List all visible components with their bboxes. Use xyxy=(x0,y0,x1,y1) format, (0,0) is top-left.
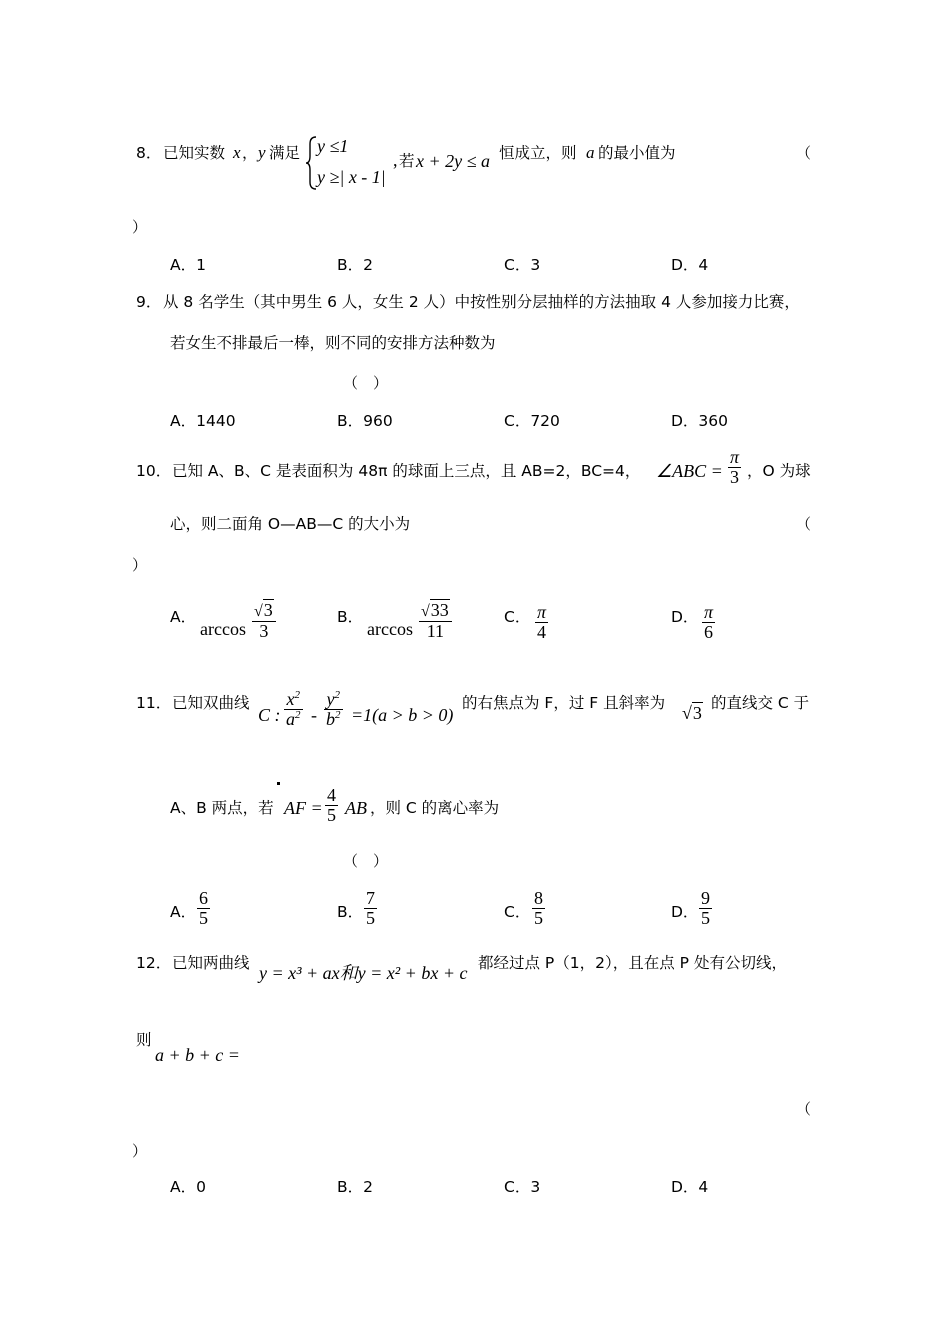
q11-minus: - xyxy=(311,705,317,725)
q12-option-b: B．2 xyxy=(337,1178,373,1196)
q11-curve-c: C : xyxy=(258,705,281,725)
q11-frac-den: 5 xyxy=(327,805,336,825)
q11-slope: √3 xyxy=(682,703,702,723)
q8-cond-expr: x + 2y ≤ a xyxy=(416,151,491,171)
q12-then: 则 xyxy=(136,1031,152,1049)
q11-x: x xyxy=(286,689,295,709)
q8-system-line2: y ≥| x - 1| xyxy=(317,167,386,187)
q11-option-d-den: 5 xyxy=(701,908,710,928)
q8-stem-b: 满足 xyxy=(269,144,301,162)
q11-option-b-fraction xyxy=(364,889,377,928)
q10-angle-fraction xyxy=(728,448,741,487)
q10-option-c-den: 4 xyxy=(537,622,547,642)
q11-condition: =1(a > b > 0) xyxy=(351,705,454,725)
q11-number: 11． xyxy=(136,694,172,712)
q11-x-sup: 2 xyxy=(294,689,300,701)
vector-arrow-icon xyxy=(277,782,280,785)
q11-stem-a: 已知双曲线 xyxy=(172,694,250,712)
q10-option-a-label: A． xyxy=(170,608,197,626)
q8-option-d: D．4 xyxy=(671,256,709,274)
q12-expr: a + b + c = xyxy=(155,1045,240,1065)
q10-option-a-num: 3 xyxy=(263,600,273,620)
q10-option-c-fraction xyxy=(535,603,548,642)
q11-paren: （ ） xyxy=(343,852,389,870)
q10-option-b-fraction: $\frac{√33}{11}$ xyxy=(419,601,452,641)
q11-option-a-fraction xyxy=(197,889,210,928)
q8-option-a: A．1 xyxy=(170,256,206,274)
q11-option-a-den: 5 xyxy=(199,908,208,928)
q12-number: 12． xyxy=(136,954,172,972)
q11-option-b-den: 5 xyxy=(366,908,375,928)
q10-option-b-den: 11 xyxy=(426,621,445,641)
q11-stem-c: 的直线交 C 于 xyxy=(711,694,810,712)
q11-vec-ab: AB xyxy=(345,798,367,818)
q10-option-c-num: π xyxy=(537,602,547,622)
q11-option-c-fraction xyxy=(532,889,545,928)
q11-fraction-y xyxy=(324,690,343,729)
q11-fraction-x xyxy=(284,690,303,729)
q10-option-d-label: D． xyxy=(671,608,699,626)
q10-line2: 心，则二面角 O—AB—C 的大小为 xyxy=(170,515,411,533)
q9-option-a: A．1440 xyxy=(170,412,236,430)
q9-option-d: D．360 xyxy=(671,412,729,430)
q9-option-c: C．720 xyxy=(504,412,560,430)
q11-b-sup: 2 xyxy=(335,709,341,721)
q8-paren-close: ） xyxy=(132,218,148,236)
q9-option-b: B．960 xyxy=(337,412,393,430)
q11-frac-num: 4 xyxy=(327,785,336,805)
q8-option-b: B．2 xyxy=(337,256,373,274)
q8-stem-d: 的最小值为 xyxy=(598,144,676,162)
q10-option-d-fraction xyxy=(702,603,715,642)
q8-number: 8． xyxy=(136,144,162,162)
q11-option-d-fraction xyxy=(699,889,712,928)
q10-option-a-den: 3 xyxy=(259,621,269,641)
q8-cond-prefix: 若 xyxy=(399,152,415,170)
q11-option-c-den: 5 xyxy=(534,908,543,928)
q8-system-line1: y ≤1 xyxy=(317,136,349,156)
q10-option-b-num: 33 xyxy=(430,600,449,620)
q11-line2-a: A、B 两点，若 xyxy=(170,799,274,817)
q12-option-a: A．0 xyxy=(170,1178,206,1196)
q8-var-a: a xyxy=(586,143,595,162)
q11-option-b-num: 7 xyxy=(366,888,375,908)
q11-b: b xyxy=(326,709,335,729)
q9-number: 9． xyxy=(136,293,162,311)
q9-line1: 从 8 名学生（其中男生 6 人，女生 2 人）中按性别分层抽样的方法抽取 4 人参加接力比赛， xyxy=(163,293,800,311)
q11-option-c-num: 8 xyxy=(534,888,543,908)
q10-paren-close: ） xyxy=(132,556,148,574)
q11-option-d-num: 9 xyxy=(701,888,710,908)
q8-stem-c: 恒成立，则 xyxy=(499,144,577,162)
q11-option-c-label: C． xyxy=(504,903,531,921)
q10-option-d-den: 6 xyxy=(704,622,714,642)
q10-option-a-fraction: $\frac{√3}{3}$ xyxy=(252,601,276,641)
q11-a: a xyxy=(286,709,295,729)
q11-option-a-num: 6 xyxy=(199,888,208,908)
q8-paren-open: （ xyxy=(796,144,812,162)
q11-stem-b: 的右焦点为 F，过 F 且斜率为 xyxy=(462,694,666,712)
q8-var-x: x xyxy=(233,143,241,162)
q9-line2: 若女生不排最后一棒，则不同的安排方法种数为 xyxy=(170,334,496,352)
q8-sep: ， xyxy=(242,144,258,162)
q10-angle-num: π xyxy=(730,447,740,467)
q8-var-y: y xyxy=(258,143,266,162)
q10-line1: 已知 A、B、C 是表面积为 48π 的球面上三点，且 AB=2，BC=4， xyxy=(172,462,641,480)
q11-option-b-label: B． xyxy=(337,903,364,921)
q8-stem-a: 已知实数 xyxy=(163,144,226,162)
q12-option-c: C．3 xyxy=(504,1178,541,1196)
q11-slope-rad: 3 xyxy=(692,703,702,723)
q9-paren: （ ） xyxy=(343,374,389,392)
q11-frac-45 xyxy=(325,786,338,825)
q10-angle-den: 3 xyxy=(730,467,740,487)
q10-number: 10． xyxy=(136,462,172,480)
q10-option-a-fn: arccos xyxy=(200,619,246,639)
q10-option-b-fn: arccos xyxy=(367,619,413,639)
q10-angle: ∠ABC = xyxy=(656,461,723,481)
q12-curves: y = x³ + ax和y = x² + bx + c xyxy=(259,963,468,983)
q11-y: y xyxy=(326,689,335,709)
q11-option-d-label: D． xyxy=(671,903,699,921)
q8-cond-comma: , xyxy=(393,150,398,170)
q11-a-sup: 2 xyxy=(295,709,301,721)
q11-option-a-label: A． xyxy=(170,903,197,921)
q10-paren-open: （ xyxy=(796,515,812,533)
q12-option-d: D．4 xyxy=(671,1178,709,1196)
q12-stem-a: 已知两曲线 xyxy=(172,954,250,972)
q10-line1-end: ，O 为球 xyxy=(747,462,811,480)
q12-stem-b: 都经过点 P（1，2），且在点 P 处有公切线， xyxy=(478,954,787,972)
q10-option-b-label: B． xyxy=(337,608,364,626)
q12-paren-open: （ xyxy=(796,1100,812,1118)
q12-paren-close: ） xyxy=(132,1142,148,1160)
q11-line2-b: ，则 C 的离心率为 xyxy=(370,799,500,817)
q11-vec-af: AF = xyxy=(284,798,323,818)
q10-option-d-num: π xyxy=(704,602,714,622)
q8-option-c: C．3 xyxy=(504,256,541,274)
q10-option-c-label: C． xyxy=(504,608,531,626)
q11-y-sup: 2 xyxy=(334,689,340,701)
